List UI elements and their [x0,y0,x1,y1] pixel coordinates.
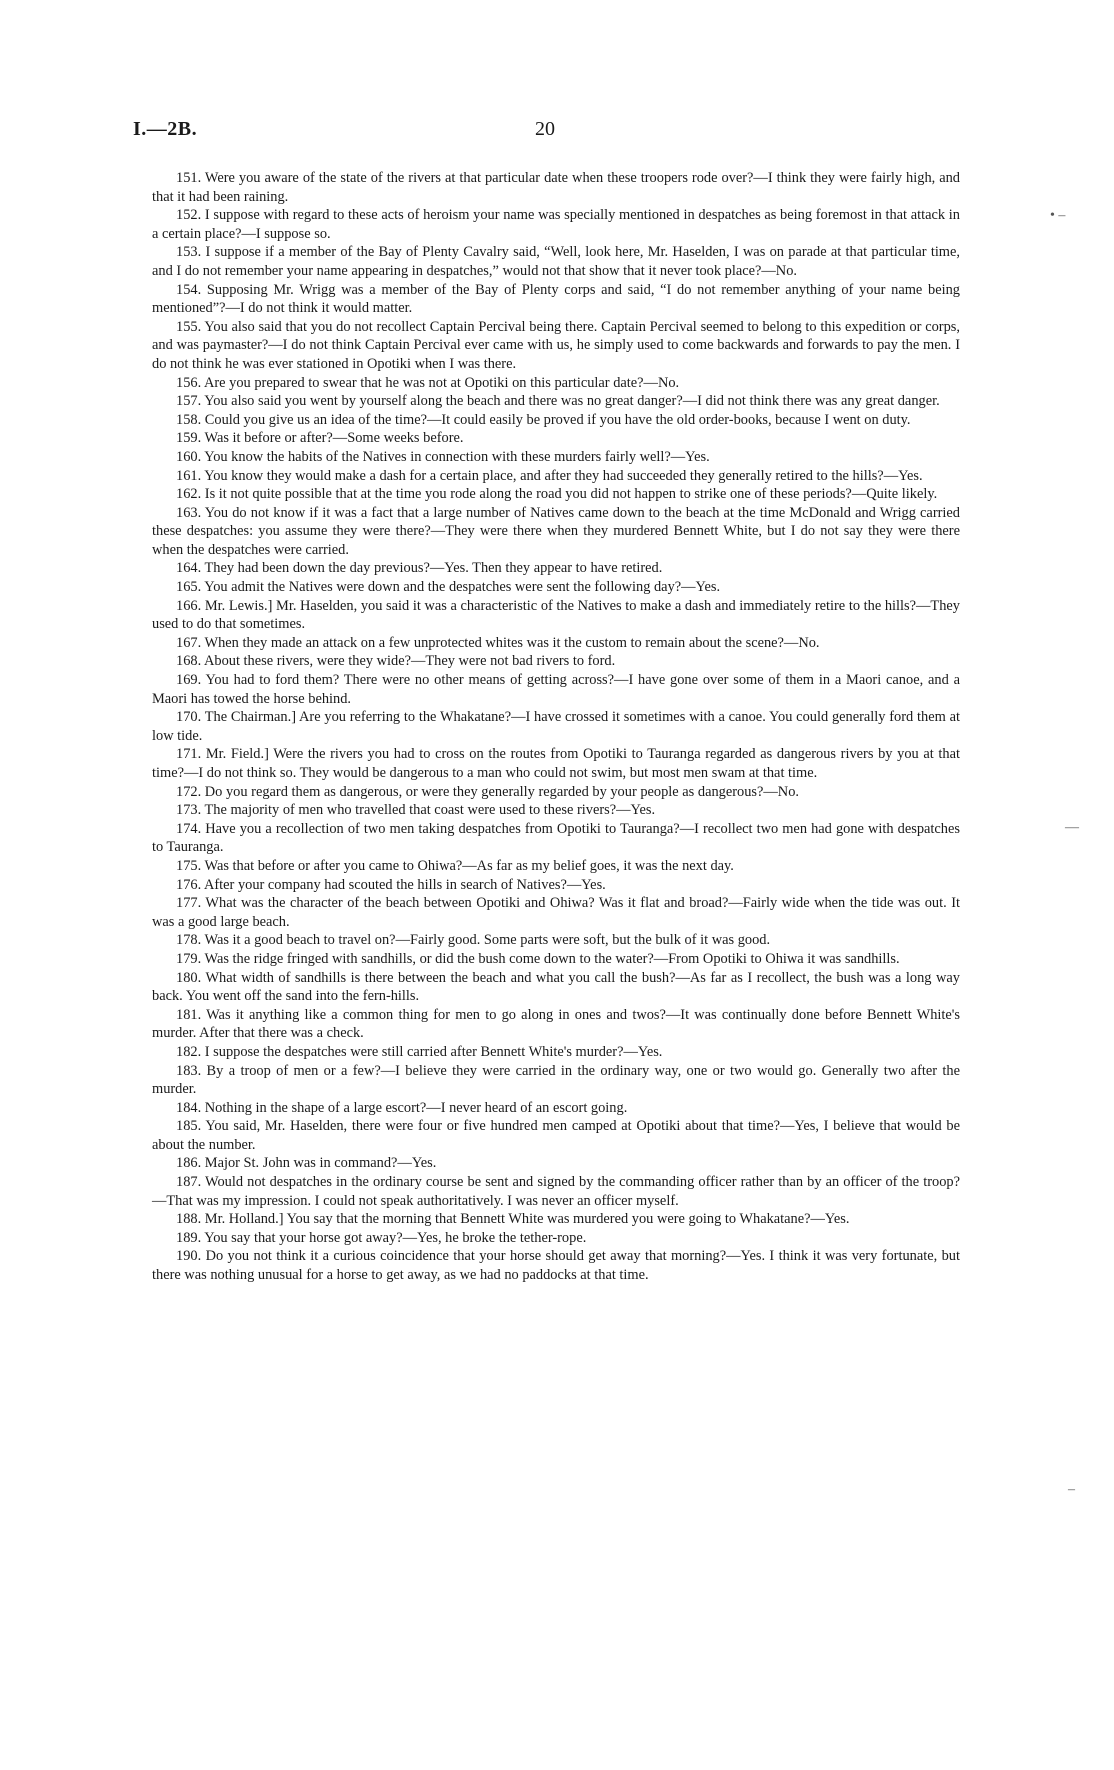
testimony-paragraph: 184. Nothing in the shape of a large escort?—I never heard of an escort going. [176,1099,628,1116]
testimony-paragraph: 179. Was the ridge fringed with sandhills, or did the bush come down to the water?—From Opotiki to Ohiwa it was sandhills. [176,950,900,967]
testimony-paragraph: 176. After your company had scouted the hills in search of Natives?—Yes. [176,876,606,893]
testimony-paragraph: 160. You know the habits of the Natives in connection with these murders fairly well?—Yes. [176,448,710,465]
testimony-paragraph: 182. I suppose the despatches were still carried after Bennett White's murder?—Yes. [176,1043,663,1060]
testimony-paragraph: 171. Mr. Field.] Were the rivers you had to cross on the routes from Opotiki to Tauranga regarded as dangerous rivers by you at that time?—I do not think so. They would be dangerous to a man who could not swim, but most men swam at that time. [152,746,960,781]
page-number: 20 [535,118,555,140]
testimony-paragraph: 158. Could you give us an idea of the time?—It could easily be proved if you have the old order-books, because I went on duty. [176,411,911,428]
testimony-paragraph: 187. Would not despatches in the ordinary course be sent and signed by the commanding officer rather than by an officer of the troop?—That was my impression. I could not speak authoritatively. I was never an officer myself. [152,1174,960,1209]
testimony-paragraph: 159. Was it before or after?—Some weeks before. [176,430,464,447]
testimony-paragraph: 157. You also said you went by yourself along the beach and there was no great danger?—I did not think there was any great danger. [176,393,940,410]
margin-mark: – [1068,1482,1075,1497]
testimony-paragraph: 172. Do you regard them as dangerous, or were they generally regarded by your people as dangerous?—No. [176,783,799,800]
testimony-paragraph: 189. You say that your horse got away?—Yes, he broke the tether-rope. [176,1229,587,1246]
testimony-paragraph: 168. About these rivers, were they wide?—They were not bad rivers to ford. [176,653,616,670]
testimony-paragraph: 175. Was that before or after you came to Ohiwa?—As far as my belief goes, it was the next day. [176,857,734,874]
testimony-paragraph: 170. The Chairman.] Are you referring to the Whakatane?—I have crossed it sometimes with a canoe. You could generally ford them at low tide. [152,709,960,744]
testimony-paragraph: 190. Do you not think it a curious coincidence that your horse should get away that morning?—Yes. I think it was very fortunate, but there was nothing unusual for a horse to get away, as we had no paddocks at that time. [152,1248,960,1284]
page-header [133,118,993,148]
margin-mark: — [1065,820,1079,835]
testimony-paragraph: 188. Mr. Holland.] You say that the morning that Bennett White was murdered you were going to Whakatane?—Yes. [176,1211,850,1228]
document-reference: I.—2B. [133,118,198,140]
testimony-paragraph: 151. Were you aware of the state of the rivers at that particular date when these troopers rode over?—I think they were fairly high, and that it had been raining. [152,170,960,205]
testimony-body [152,169,960,1285]
testimony-paragraph: 186. Major St. John was in command?—Yes. [176,1155,437,1172]
testimony-paragraph: 156. Are you prepared to swear that he was not at Opotiki on this particular date?—No. [176,374,680,391]
testimony-paragraph: 154. Supposing Mr. Wrigg was a member of the Bay of Plenty corps and said, “I do not remember anything of your name being mentioned”?—I do not think it would matter. [152,281,960,317]
testimony-paragraph: 169. You had to ford them? There were no other means of getting across?—I have gone over some of them in a Maori canoe, and a Maori has towed the horse behind. [152,672,960,707]
testimony-paragraph: 185. You said, Mr. Haselden, there were four or five hundred men camped at Opotiki about that time?—Yes, I believe that would be about the number. [152,1118,960,1153]
testimony-paragraph: 153. I suppose if a member of the Bay of Plenty Cavalry said, “Well, look here, Mr. Haselden, I was on parade at that particular time, and I do not remember your name appearing in despatches,” would not that show that it never took place?—No. [152,244,960,279]
testimony-paragraph: 167. When they made an attack on a few unprotected whites was it the custom to remain about the scene?—No. [176,634,820,651]
testimony-paragraph: 163. You do not know if it was a fact that a large number of Natives came down to the beach at the time McDonald and Wrigg carried these despatches: you assume they were there?—They were there when they murdered Bennett White, but I do not say they were there when the despatches were carried. [152,504,960,558]
testimony-paragraph: 174. Have you a recollection of two men taking despatches from Opotiki to Tauranga?—I recollect two men had gone with despatches to Tauranga. [152,820,960,856]
testimony-paragraph: 164. They had been down the day previous?—Yes. Then they appear to have retired. [176,560,663,577]
testimony-paragraph: 180. What width of sandhills is there between the beach and what you call the bush?—As far as I recollect, the bush was a long way back. You went off the sand into the fern-hills. [152,969,960,1005]
testimony-paragraph: 166. Mr. Lewis.] Mr. Haselden, you said it was a characteristic of the Natives to make a dash and immediately retire to the hills?—They used to do that sometimes. [152,597,960,633]
testimony-paragraph: 177. What was the character of the beach between Opotiki and Ohiwa? Was it flat and broad?—Fairly wide when the tide was out. It was a good large beach. [152,895,960,930]
testimony-paragraph: 183. By a troop of men or a few?—I believe they were carried in the ordinary way, one or two would go. Generally two after the murder. [152,1062,960,1098]
testimony-paragraph: 173. The majority of men who travelled that coast were used to these rivers?—Yes. [176,802,656,819]
testimony-paragraph: 165. You admit the Natives were down and the despatches were sent the following day?—Yes. [176,579,721,596]
testimony-paragraph: 181. Was it anything like a common thing for men to go along in ones and twos?—It was continually done before Bennett White's murder. After that there was a check. [152,1006,960,1042]
testimony-paragraph: 152. I suppose with regard to these acts of heroism your name was specially mentioned in despatches as being foremost in that attack in a certain place?—I suppose so. [152,207,960,242]
margin-mark: • – [1050,208,1066,223]
testimony-paragraph: 161. You know they would make a dash for a certain place, and after they had succeeded they generally retired to the hills?—Yes. [176,467,923,484]
testimony-paragraph: 155. You also said that you do not recollect Captain Percival being there. Captain Percival seemed to belong to this expedition or corps, and was paymaster?—I do not think Captain Percival ever came with us, he simply used to come backwards and forwards to pay the men. I do not think he was ever stationed in Opotiki when I was there. [152,318,960,372]
testimony-paragraph: 162. Is it not quite possible that at the time you rode along the road you did not happen to strike one of these periods?—Quite likely. [176,486,938,503]
testimony-paragraph: 178. Was it a good beach to travel on?—Fairly good. Some parts were soft, but the bulk of it was good. [176,932,771,949]
